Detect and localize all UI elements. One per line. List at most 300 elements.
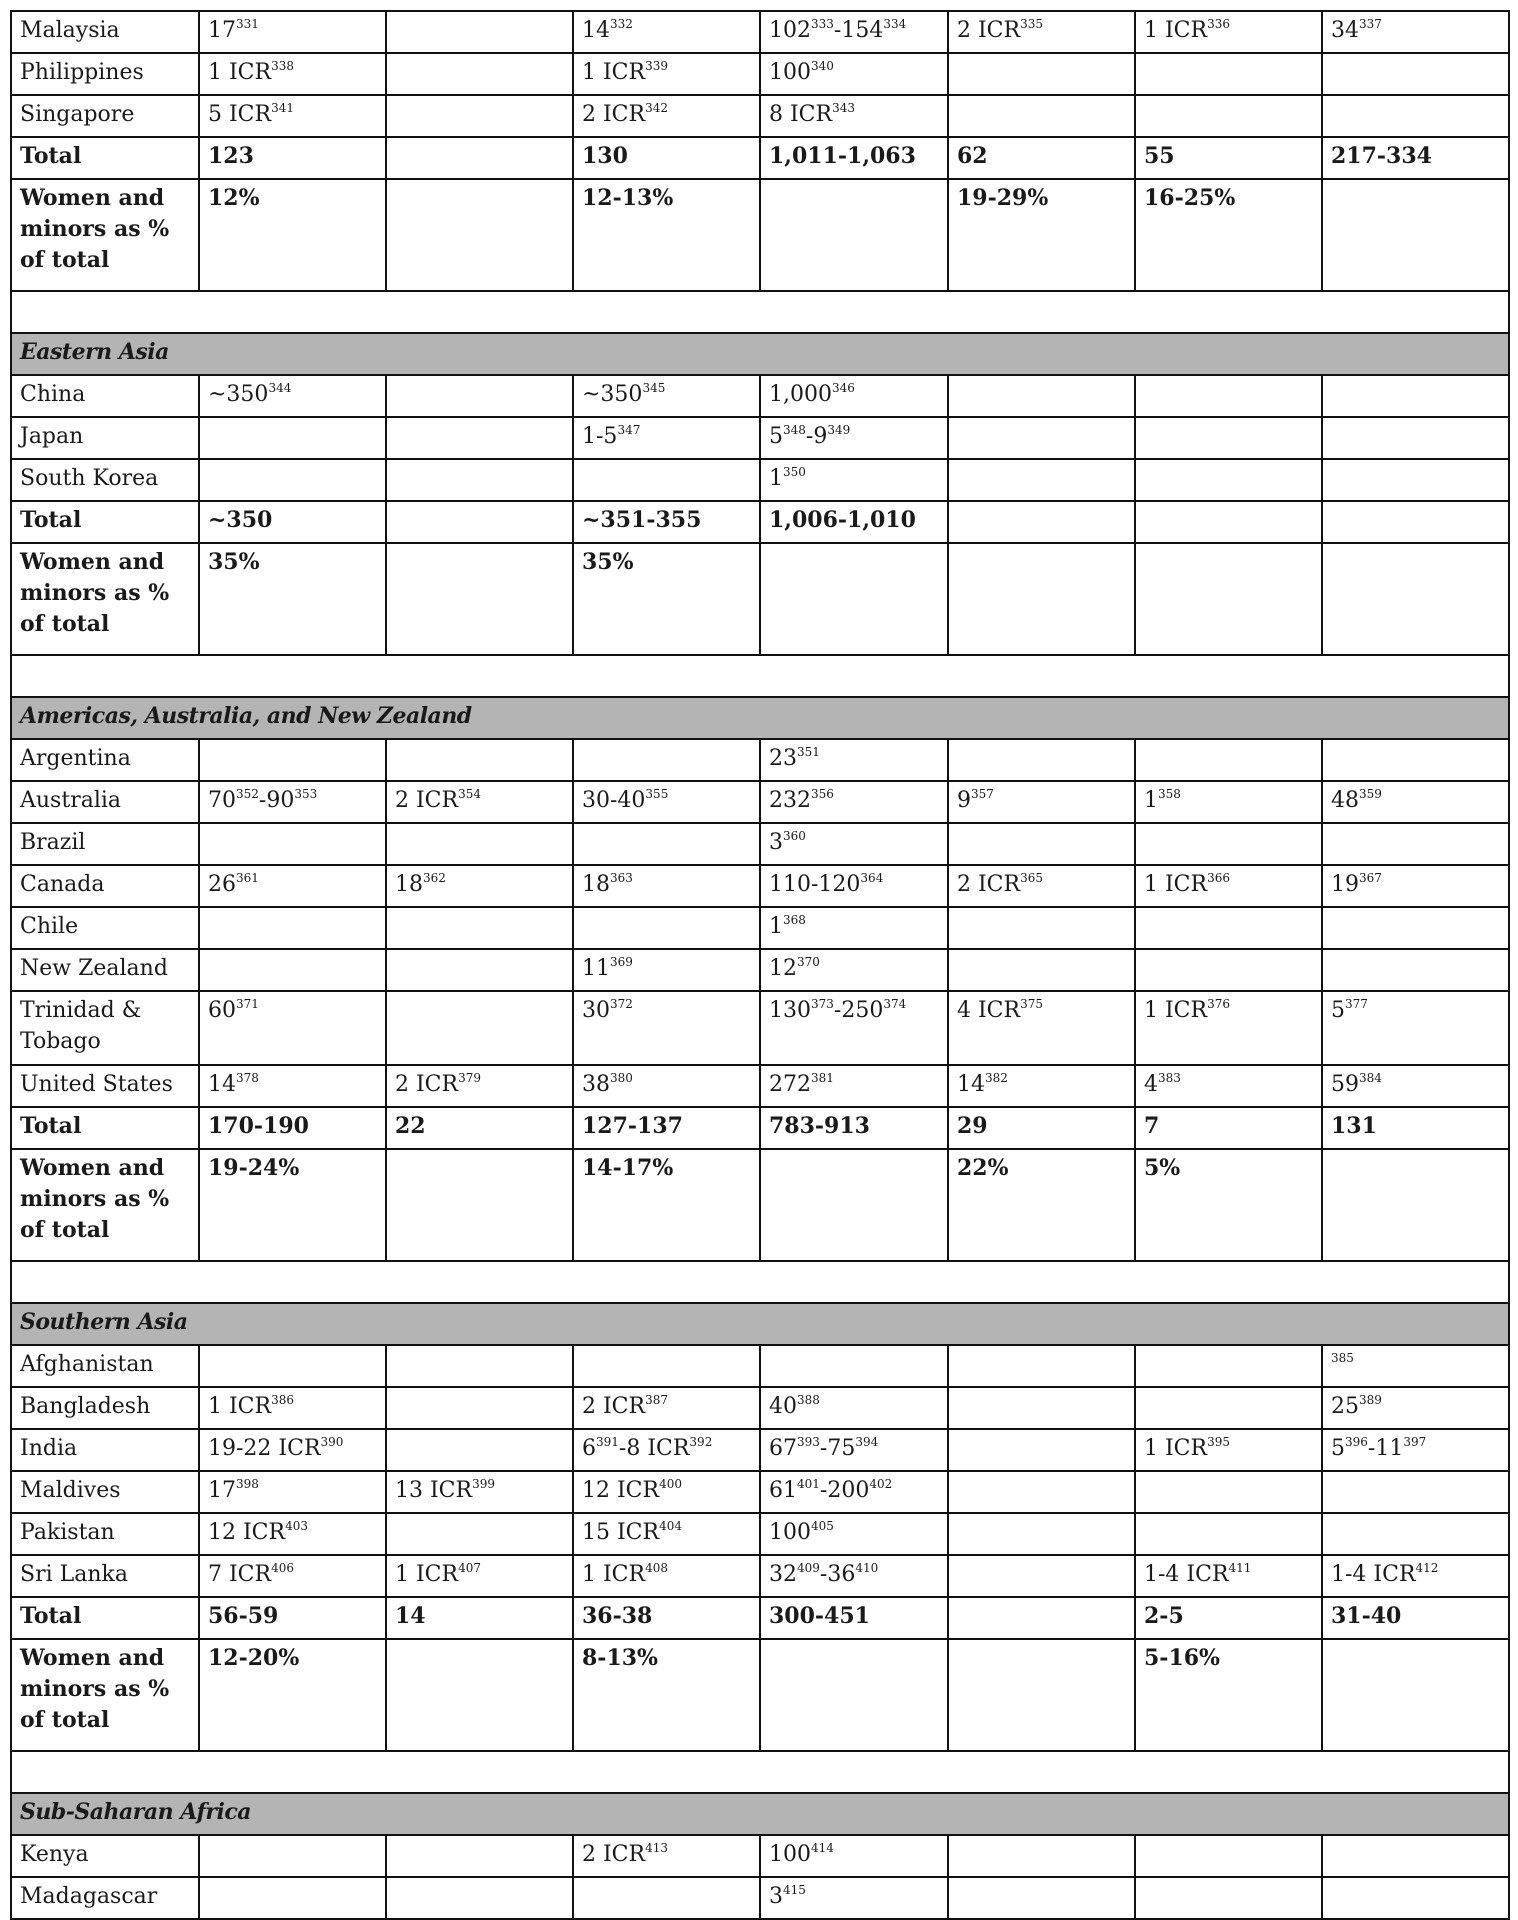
- row-label-cell: Canada: [11, 865, 199, 907]
- footnote-ref: 395: [1207, 1435, 1230, 1449]
- value-cell: $102^{333}-154^{334}$: [760, 11, 948, 53]
- value-cell: [1322, 1345, 1509, 1387]
- footnote-ref: 387: [645, 1393, 668, 1407]
- value-cell: 1 ICR$^{338}$: [199, 53, 386, 95]
- value-cell: $23^{351}$: [760, 739, 948, 781]
- footnote-ref: 399: [472, 1477, 495, 1491]
- value-cell: 1 ICR$^{376}$: [1135, 991, 1322, 1065]
- value-cell: $5^{377}$: [1322, 991, 1509, 1065]
- value-cell: [1135, 417, 1322, 459]
- value-cell: [948, 1513, 1135, 1555]
- value-cell: 19-22 ICR$^{390}$: [199, 1429, 386, 1471]
- value-cell: 14-17%: [573, 1149, 760, 1261]
- value-cell: [199, 739, 386, 781]
- value-cell: 2 ICR$^{335}$: [948, 11, 1135, 53]
- value-cell: 127-137: [573, 1107, 760, 1149]
- footnote-ref: 414: [811, 1841, 834, 1855]
- value-cell: 5-16%: [1135, 1639, 1322, 1751]
- value-cell: [386, 907, 573, 949]
- region-header-eastern-asia: [11, 333, 1509, 375]
- value-cell: [948, 459, 1135, 501]
- value-cell: [386, 543, 573, 655]
- table-row: [11, 1877, 1509, 1919]
- value-cell: [386, 179, 573, 291]
- value-cell: 13 ICR$^{399}$: [386, 1471, 573, 1513]
- value-cell: 1 ICR$^{408}$: [573, 1555, 760, 1597]
- value-cell: ~350: [199, 501, 386, 543]
- value-cell: $17^{398}$: [199, 1471, 386, 1513]
- footnote-ref: 342: [645, 101, 668, 115]
- value-cell: 35%: [573, 543, 760, 655]
- footnote-ref: 352: [236, 787, 259, 801]
- value-cell: [1322, 949, 1509, 991]
- footnote-ref: 370: [797, 955, 820, 969]
- value-cell: 217-334: [1322, 137, 1509, 179]
- footnote-ref: 383: [1158, 1071, 1181, 1085]
- value-cell: [199, 823, 386, 865]
- value-cell: 16-25%: [1135, 179, 1322, 291]
- row-label-cell: Total: [11, 1597, 199, 1639]
- footnote-ref: 408: [645, 1561, 668, 1575]
- value-cell: [1135, 1835, 1322, 1877]
- value-cell: 1 ICR$^{336}$: [1135, 11, 1322, 53]
- footnote-ref: 405: [811, 1519, 834, 1533]
- footnote-ref: 386: [271, 1393, 294, 1407]
- footnote-ref: 397: [1403, 1435, 1427, 1449]
- value-cell: $14^{332}$: [573, 11, 760, 53]
- value-cell: $\sim 350^{344}$: [199, 375, 386, 417]
- region-header-southern-asia: [11, 1303, 1509, 1345]
- value-cell: [760, 543, 948, 655]
- value-cell: [948, 907, 1135, 949]
- value-cell: 2 ICR$^{387}$: [573, 1387, 760, 1429]
- footnote-ref: 336: [1207, 17, 1230, 31]
- row-label-cell: Maldives: [11, 1471, 199, 1513]
- value-cell: [760, 1639, 948, 1751]
- table-row: [11, 1065, 1509, 1107]
- value-cell: [1322, 501, 1509, 543]
- section-spacer-row: [11, 291, 1509, 333]
- value-cell: [199, 1345, 386, 1387]
- footnote-ref: 410: [855, 1561, 879, 1575]
- women-minors-pct-row: [11, 1149, 1509, 1261]
- value-cell: [948, 1877, 1135, 1919]
- value-cell: 1-4 ICR$^{412}$: [1322, 1555, 1509, 1597]
- value-cell: 1 ICR$^{407}$: [386, 1555, 573, 1597]
- value-cell: 170-190: [199, 1107, 386, 1149]
- footnote-ref: 338: [271, 59, 294, 73]
- value-cell: $70^{352}-90^{353}$: [199, 781, 386, 823]
- value-cell: 12-13%: [573, 179, 760, 291]
- value-cell: $3^{415}$: [760, 1877, 948, 1919]
- value-cell: [1135, 95, 1322, 137]
- value-cell: $1-5^{347}$: [573, 417, 760, 459]
- value-cell: $19^{367}$: [1322, 865, 1509, 907]
- value-cell: [386, 1513, 573, 1555]
- footnote-ref: 398: [236, 1477, 259, 1491]
- footnote-ref: 376: [1207, 997, 1230, 1011]
- footnote-ref: 390: [320, 1435, 344, 1449]
- women-minors-pct-row: [11, 543, 1509, 655]
- value-cell: $272^{381}$: [760, 1065, 948, 1107]
- value-cell: [573, 823, 760, 865]
- footnote-ref: 347: [617, 423, 641, 437]
- footnote-ref: 389: [1359, 1393, 1382, 1407]
- footnote-ref: 404: [659, 1519, 682, 1533]
- value-cell: [948, 417, 1135, 459]
- value-cell: [948, 95, 1135, 137]
- row-label-cell: Women and minors as % of total: [11, 1639, 199, 1751]
- spacer-cell: [11, 1751, 1509, 1793]
- value-cell: 8-13%: [573, 1639, 760, 1751]
- value-cell: [1135, 53, 1322, 95]
- footnote-ref: 353: [294, 787, 318, 801]
- row-label-cell: Afghanistan: [11, 1345, 199, 1387]
- value-cell: [573, 459, 760, 501]
- value-cell: [386, 95, 573, 137]
- footnote-ref: 400: [659, 1477, 682, 1491]
- region-title: Eastern Asia: [11, 333, 1509, 375]
- table-row: [11, 375, 1509, 417]
- value-cell: $17^{331}$: [199, 11, 386, 53]
- value-cell: [1135, 907, 1322, 949]
- footnote-ref: 396: [1345, 1435, 1368, 1449]
- value-cell: [386, 1345, 573, 1387]
- value-cell: [1135, 1513, 1322, 1555]
- value-cell: [948, 1471, 1135, 1513]
- value-cell: $14^{378}$: [199, 1065, 386, 1107]
- value-cell: [1135, 543, 1322, 655]
- total-row: [11, 1107, 1509, 1149]
- value-cell: $5^{396}-11^{397}$: [1322, 1429, 1509, 1471]
- footnote-ref: 403: [285, 1519, 308, 1533]
- footnote-ref: 361: [236, 871, 259, 885]
- value-cell: [386, 1429, 573, 1471]
- value-cell: $18^{362}$: [386, 865, 573, 907]
- women-minors-pct-row: [11, 1639, 1509, 1751]
- value-cell: 1 ICR$^{339}$: [573, 53, 760, 95]
- value-cell: 2 ICR$^{365}$: [948, 865, 1135, 907]
- row-label-cell: Japan: [11, 417, 199, 459]
- value-cell: $38^{380}$: [573, 1065, 760, 1107]
- footnote-ref: 377: [1345, 997, 1368, 1011]
- row-label-cell: Brazil: [11, 823, 199, 865]
- value-cell: 19-29%: [948, 179, 1135, 291]
- footnote-ref: 372: [610, 997, 633, 1011]
- value-cell: [1322, 1513, 1509, 1555]
- value-cell: [1135, 739, 1322, 781]
- value-cell: [573, 739, 760, 781]
- table-row: [11, 991, 1509, 1065]
- footnote-ref: 378: [236, 1071, 259, 1085]
- value-cell: [948, 1835, 1135, 1877]
- row-label-cell: New Zealand: [11, 949, 199, 991]
- value-cell: [948, 1639, 1135, 1751]
- value-cell: [1322, 1639, 1509, 1751]
- footnote-ref: 364: [860, 871, 884, 885]
- value-cell: 12%: [199, 179, 386, 291]
- row-label-cell: Women and minors as % of total: [11, 179, 199, 291]
- value-cell: 5 ICR$^{341}$: [199, 95, 386, 137]
- value-cell: [386, 823, 573, 865]
- table-row: [11, 53, 1509, 95]
- value-cell: 130: [573, 137, 760, 179]
- value-cell: 2 ICR$^{413}$: [573, 1835, 760, 1877]
- footnote-ref: 367: [1359, 871, 1382, 885]
- value-cell: [948, 1345, 1135, 1387]
- section-spacer-row: [11, 1751, 1509, 1793]
- table-row: [11, 417, 1509, 459]
- value-cell: 14: [386, 1597, 573, 1639]
- value-cell: $1^{350}$: [760, 459, 948, 501]
- footnote-ref: 369: [610, 955, 633, 969]
- footnote-ref: 354: [458, 787, 481, 801]
- footnote-ref: 374: [883, 997, 907, 1011]
- value-cell: [1322, 1877, 1509, 1919]
- value-cell: 1,011-1,063: [760, 137, 948, 179]
- value-cell: $40^{388}$: [760, 1387, 948, 1429]
- footnote-ref: 393: [797, 1435, 820, 1449]
- value-cell: 55: [1135, 137, 1322, 179]
- value-cell: [199, 1877, 386, 1919]
- value-cell: [1135, 459, 1322, 501]
- value-cell: [386, 1877, 573, 1919]
- value-cell: [1135, 1471, 1322, 1513]
- value-cell: 7 ICR$^{406}$: [199, 1555, 386, 1597]
- women-minors-pct-row: [11, 179, 1509, 291]
- footnote-ref: 391: [596, 1435, 619, 1449]
- value-cell: [199, 459, 386, 501]
- value-cell: [386, 1149, 573, 1261]
- value-cell: [1322, 739, 1509, 781]
- value-cell: 35%: [199, 543, 386, 655]
- value-cell: 19-24%: [199, 1149, 386, 1261]
- footnote-ref: 340: [811, 59, 834, 73]
- footnote-ref: 332: [610, 17, 633, 31]
- value-cell: [1322, 417, 1509, 459]
- value-cell: $59^{384}$: [1322, 1065, 1509, 1107]
- row-label-cell: Sri Lanka: [11, 1555, 199, 1597]
- value-cell: [386, 417, 573, 459]
- value-cell: [760, 1149, 948, 1261]
- table-row: [11, 781, 1509, 823]
- value-cell: [199, 907, 386, 949]
- footnote-ref: 384: [1359, 1071, 1382, 1085]
- footnote-ref: 333: [811, 17, 834, 31]
- row-label-cell: Pakistan: [11, 1513, 199, 1555]
- value-cell: 2 ICR$^{379}$: [386, 1065, 573, 1107]
- value-cell: $48^{359}$: [1322, 781, 1509, 823]
- value-cell: $1^{368}$: [760, 907, 948, 949]
- value-cell: $9^{357}$: [948, 781, 1135, 823]
- footnote-ref: 335: [1020, 17, 1043, 31]
- row-label-cell: Total: [11, 137, 199, 179]
- table-row: [11, 95, 1509, 137]
- row-label-cell: Kenya: [11, 1835, 199, 1877]
- value-cell: [948, 1387, 1135, 1429]
- value-cell: $100^{405}$: [760, 1513, 948, 1555]
- value-cell: 29: [948, 1107, 1135, 1149]
- row-label-cell: China: [11, 375, 199, 417]
- statistics-table: [10, 10, 1510, 1920]
- value-cell: [760, 1345, 948, 1387]
- footnote-ref: 401: [797, 1477, 820, 1491]
- value-cell: [1322, 95, 1509, 137]
- table-row: [11, 949, 1509, 991]
- value-cell: $1^{358}$: [1135, 781, 1322, 823]
- value-cell: 131: [1322, 1107, 1509, 1149]
- value-cell: [386, 375, 573, 417]
- row-label-cell: Argentina: [11, 739, 199, 781]
- footnote-ref: 350: [783, 465, 806, 479]
- value-cell: 1 ICR$^{395}$: [1135, 1429, 1322, 1471]
- value-cell: [1135, 1387, 1322, 1429]
- footnote-ref: 341: [271, 101, 294, 115]
- value-cell: [573, 907, 760, 949]
- table-row: [11, 1471, 1509, 1513]
- value-cell: [1135, 1877, 1322, 1919]
- footnote-ref: 334: [883, 17, 907, 31]
- value-cell: [1322, 375, 1509, 417]
- value-cell: 1,000$^{346}$: [760, 375, 948, 417]
- footnote-ref: 351: [797, 745, 820, 759]
- row-label-cell: Total: [11, 501, 199, 543]
- footnote-ref: 402: [869, 1477, 893, 1491]
- value-cell: [386, 11, 573, 53]
- value-cell: $25^{389}$: [1322, 1387, 1509, 1429]
- region-title: Sub-Saharan Africa: [11, 1793, 1509, 1835]
- value-cell: $34^{337}$: [1322, 11, 1509, 53]
- value-cell: 31-40: [1322, 1597, 1509, 1639]
- footnote-ref: 394: [855, 1435, 879, 1449]
- value-cell: $18^{363}$: [573, 865, 760, 907]
- footnote-ref: 415: [783, 1883, 806, 1897]
- footnote-ref: 375: [1020, 997, 1043, 1011]
- footnote-ref: 358: [1158, 787, 1181, 801]
- row-label-cell: Malaysia: [11, 11, 199, 53]
- value-cell: $14^{382}$: [948, 1065, 1135, 1107]
- value-cell: $30-40^{355}$: [573, 781, 760, 823]
- value-cell: 56-59: [199, 1597, 386, 1639]
- section-spacer-row: [11, 1261, 1509, 1303]
- value-cell: [1322, 53, 1509, 95]
- table-row: [11, 1429, 1509, 1471]
- table-row: [11, 1835, 1509, 1877]
- footnote-ref: 379: [458, 1071, 481, 1085]
- value-cell: 1 ICR$^{366}$: [1135, 865, 1322, 907]
- value-cell: [1135, 375, 1322, 417]
- row-label-cell: South Korea: [11, 459, 199, 501]
- value-cell: [948, 1597, 1135, 1639]
- value-cell: $60^{371}$: [199, 991, 386, 1065]
- region-title: Southern Asia: [11, 1303, 1509, 1345]
- value-cell: [199, 1835, 386, 1877]
- footnote-ref: 343: [832, 101, 855, 115]
- value-cell: $4^{383}$: [1135, 1065, 1322, 1107]
- region-header-sub-saharan-africa: [11, 1793, 1509, 1835]
- row-label-cell: United States: [11, 1065, 199, 1107]
- footnote-ref: 409: [797, 1561, 820, 1575]
- value-cell: 300-451: [760, 1597, 948, 1639]
- footnote-ref: 407: [458, 1561, 481, 1575]
- value-cell: ~351-355: [573, 501, 760, 543]
- footnote-ref: 357: [971, 787, 994, 801]
- section-spacer-row: [11, 655, 1509, 697]
- value-cell: [948, 375, 1135, 417]
- value-cell: $5^{348}-9^{349}$: [760, 417, 948, 459]
- footnote-ref: 337: [1359, 17, 1382, 31]
- value-cell: [760, 179, 948, 291]
- value-cell: [1135, 949, 1322, 991]
- value-cell: 7: [1135, 1107, 1322, 1149]
- value-cell: 1-4 ICR$^{411}$: [1135, 1555, 1322, 1597]
- footnote-ref: 385: [1331, 1351, 1354, 1365]
- value-cell: [386, 1387, 573, 1429]
- total-row: [11, 1597, 1509, 1639]
- row-label-cell: Women and minors as % of total: [11, 543, 199, 655]
- value-cell: [1322, 459, 1509, 501]
- row-label-cell: Trinidad & Tobago: [11, 991, 199, 1065]
- value-cell: $100^{340}$: [760, 53, 948, 95]
- value-cell: [948, 1429, 1135, 1471]
- value-cell: $12^{370}$: [760, 949, 948, 991]
- value-cell: [948, 823, 1135, 865]
- value-cell: 5%: [1135, 1149, 1322, 1261]
- value-cell: 1 ICR$^{386}$: [199, 1387, 386, 1429]
- value-cell: 783-913: [760, 1107, 948, 1149]
- value-cell: [948, 739, 1135, 781]
- footnote-ref: 344: [268, 381, 292, 395]
- footnote-ref: 345: [642, 381, 666, 395]
- row-label-cell: Chile: [11, 907, 199, 949]
- footnote-ref: 349: [827, 423, 851, 437]
- value-cell: 36-38: [573, 1597, 760, 1639]
- value-cell: [386, 459, 573, 501]
- table-body: [11, 11, 1509, 1919]
- value-cell: [573, 1345, 760, 1387]
- footnote-ref: 373: [811, 997, 834, 1011]
- value-cell: [1322, 1149, 1509, 1261]
- footnote-ref: 411: [1228, 1561, 1252, 1575]
- value-cell: [1135, 501, 1322, 543]
- footnote-ref: 339: [645, 59, 668, 73]
- table-row: [11, 459, 1509, 501]
- value-cell: 2 ICR$^{342}$: [573, 95, 760, 137]
- table-row: [11, 823, 1509, 865]
- table-row: [11, 907, 1509, 949]
- value-cell: [386, 739, 573, 781]
- spacer-cell: [11, 1261, 1509, 1303]
- value-cell: $30^{372}$: [573, 991, 760, 1065]
- value-cell: [1322, 907, 1509, 949]
- footnote-ref: 406: [271, 1561, 294, 1575]
- value-cell: 2 ICR$^{354}$: [386, 781, 573, 823]
- table-row: [11, 1513, 1509, 1555]
- value-cell: [386, 137, 573, 179]
- value-cell: 12 ICR$^{400}$: [573, 1471, 760, 1513]
- value-cell: 8 ICR$^{343}$: [760, 95, 948, 137]
- value-cell: 12 ICR$^{403}$: [199, 1513, 386, 1555]
- value-cell: 15 ICR$^{404}$: [573, 1513, 760, 1555]
- value-cell: [948, 949, 1135, 991]
- value-cell: 22%: [948, 1149, 1135, 1261]
- value-cell: [1322, 1471, 1509, 1513]
- footnote-ref: 355: [645, 787, 669, 801]
- value-cell: [386, 949, 573, 991]
- row-label-cell: India: [11, 1429, 199, 1471]
- value-cell: [948, 501, 1135, 543]
- footnote-ref: 365: [1020, 871, 1043, 885]
